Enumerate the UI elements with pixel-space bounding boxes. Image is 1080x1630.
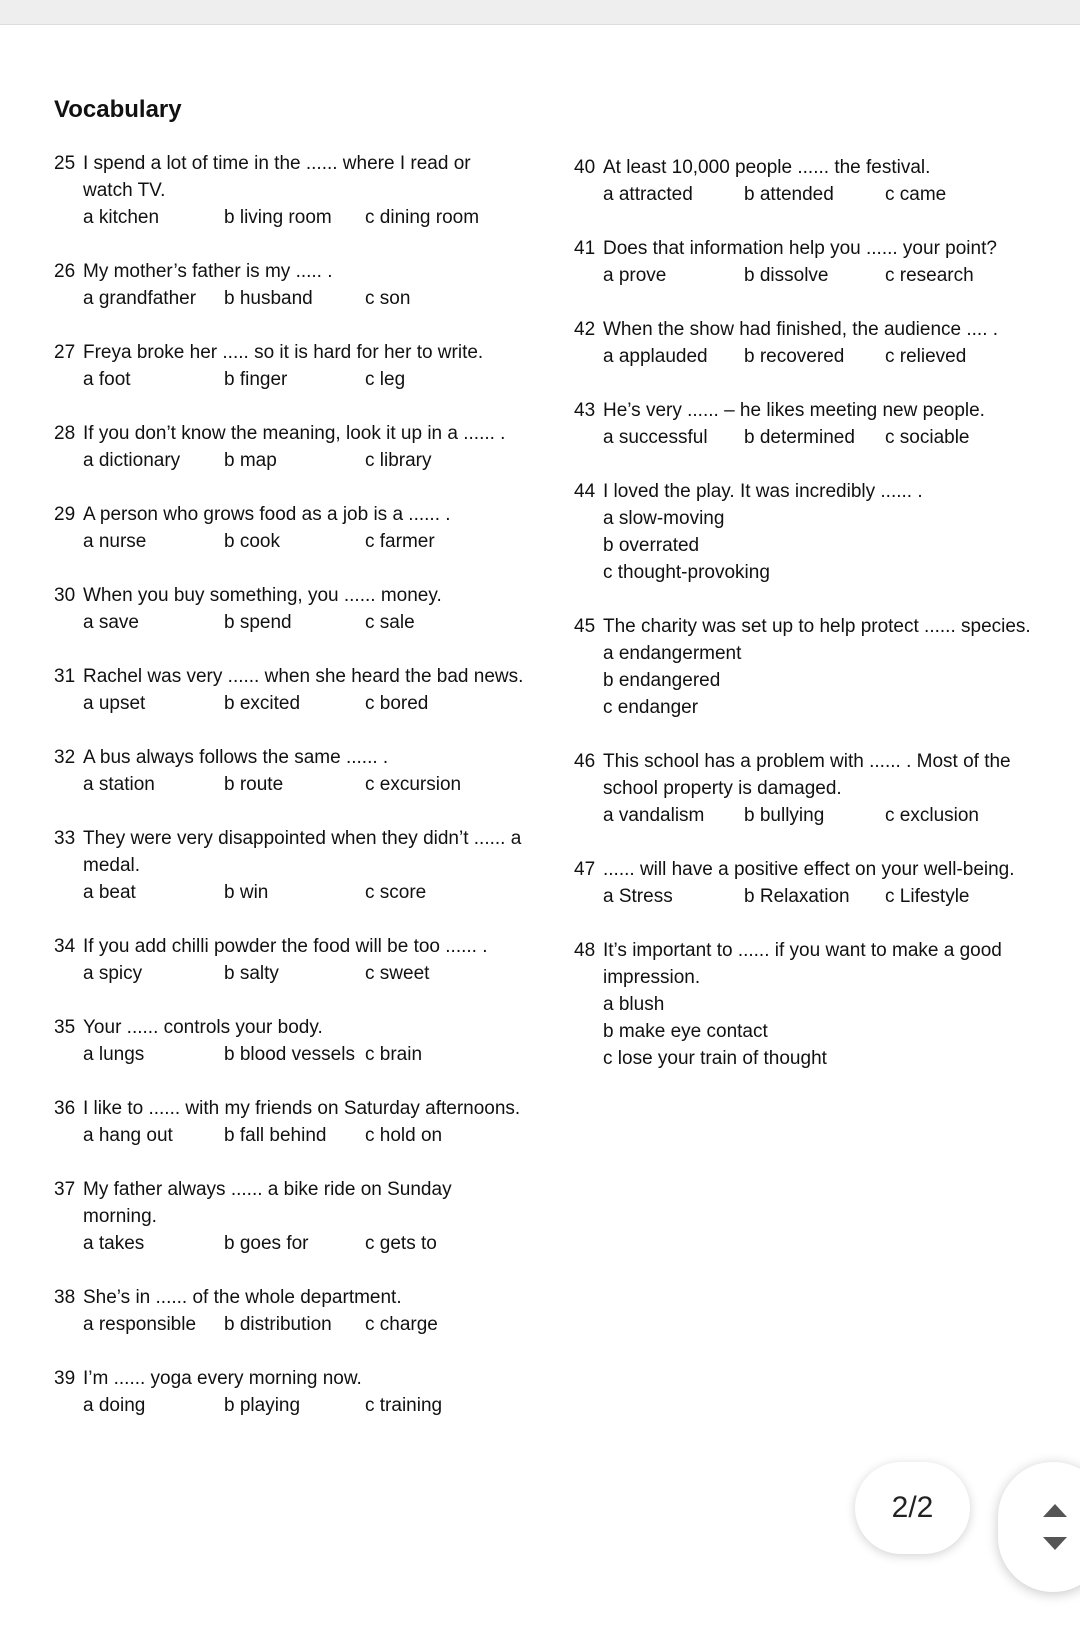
question [574, 397, 1034, 451]
option-b: b playing [224, 1395, 301, 1416]
option-b: b bullying [744, 805, 825, 826]
question-number: 45 [574, 616, 596, 637]
question-number: 26 [54, 261, 76, 282]
question-number: 38 [54, 1287, 76, 1308]
question-text: Your ...... controls your body. [83, 1017, 323, 1038]
option-a: a takes [83, 1233, 145, 1254]
option-a: a endangerment [603, 643, 742, 664]
option-a: a prove [603, 265, 667, 286]
option-c: c excursion [365, 774, 462, 795]
right-column [574, 154, 1034, 1072]
option-b: b determined [744, 427, 855, 448]
question-text: They were very disappointed when they didn’t ...... a medal. [83, 828, 522, 876]
question-text: Freya broke her ..... so it is hard for her to write. [83, 342, 484, 363]
option-b: b recovered [744, 346, 845, 367]
left-column [54, 150, 524, 1419]
option-a: a save [83, 612, 139, 633]
option-b: b Relaxation [744, 886, 850, 907]
question-text: My mother’s father is my ..... . [83, 261, 333, 282]
option-a: a dictionary [83, 450, 181, 471]
question-number: 37 [54, 1179, 76, 1200]
option-b: b distribution [224, 1314, 332, 1335]
question-text: She’s in ...... of the whole department. [83, 1287, 402, 1308]
question [574, 856, 1034, 910]
question-number: 33 [54, 828, 76, 849]
question-text: A person who grows food as a job is a ...... . [83, 504, 451, 525]
option-c: c endanger [603, 697, 699, 718]
option-c: c library [365, 450, 432, 471]
question [574, 937, 1034, 1072]
question-text: It’s important to ...... if you want to make a good impression. [603, 940, 1002, 988]
question [54, 1176, 524, 1257]
page-title: Vocabulary [54, 96, 182, 123]
question-number: 25 [54, 153, 76, 174]
question [54, 339, 524, 393]
question-number: 28 [54, 423, 76, 444]
option-c: c relieved [885, 346, 967, 367]
question-number: 27 [54, 342, 76, 363]
question [574, 316, 1034, 370]
question-text: Rachel was very ...... when she heard the bad news. [83, 666, 524, 687]
option-c: c bored [365, 693, 429, 714]
option-a: a kitchen [83, 207, 160, 228]
option-c: c sociable [885, 427, 970, 448]
option-a: a successful [603, 427, 708, 448]
question-number: 36 [54, 1098, 76, 1119]
scroll-up-icon[interactable] [1043, 1504, 1067, 1517]
question-number: 32 [54, 747, 76, 768]
page-indicator: 2/2 [855, 1462, 970, 1554]
question [574, 613, 1034, 721]
option-b: b endangered [603, 670, 721, 691]
question [574, 478, 1034, 586]
question-text: I like to ...... with my friends on Saturday afternoons. [83, 1098, 521, 1119]
question-number: 35 [54, 1017, 76, 1038]
question [54, 582, 524, 636]
option-a: a nurse [83, 531, 147, 552]
option-b: b win [224, 882, 269, 903]
option-b: b cook [224, 531, 280, 552]
option-a: a lungs [83, 1044, 145, 1065]
option-a: a upset [83, 693, 146, 714]
question-number: 30 [54, 585, 76, 606]
option-c: c hold on [365, 1125, 443, 1146]
top-toolbar [0, 0, 1080, 25]
question-number: 48 [574, 940, 596, 961]
question-text: I spend a lot of time in the ...... where I read or watch TV. [83, 153, 471, 201]
question [54, 1284, 524, 1338]
question [54, 150, 524, 231]
question-number: 41 [574, 238, 596, 259]
question-number: 29 [54, 504, 76, 525]
question [54, 663, 524, 717]
option-b: b goes for [224, 1233, 309, 1254]
scroll-control[interactable] [998, 1462, 1080, 1592]
scroll-down-icon[interactable] [1043, 1537, 1067, 1550]
option-b: b map [224, 450, 277, 471]
question-number: 42 [574, 319, 596, 340]
question [574, 235, 1034, 289]
option-a: a station [83, 774, 155, 795]
option-b: b blood vessels [224, 1044, 355, 1065]
option-a: a attracted [603, 184, 693, 205]
option-b: b dissolve [744, 265, 829, 286]
question-number: 43 [574, 400, 596, 421]
question [54, 501, 524, 555]
option-c: c son [365, 288, 411, 309]
option-a: a foot [83, 369, 131, 390]
option-b: b make eye contact [603, 1021, 768, 1042]
question-text: If you add chilli powder the food will be too ...... . [83, 936, 488, 957]
option-c: c gets to [365, 1233, 437, 1254]
question [574, 154, 1034, 208]
option-c: c training [365, 1395, 443, 1416]
question [54, 744, 524, 798]
question-number: 44 [574, 481, 596, 502]
option-c: c farmer [365, 531, 435, 552]
option-a: a applauded [603, 346, 708, 367]
option-b: b excited [224, 693, 301, 714]
option-c: c exclusion [885, 805, 979, 826]
option-a: a responsible [83, 1314, 197, 1335]
option-a: a grandfather [83, 288, 197, 309]
question [54, 1365, 524, 1419]
question-text: My father always ...... a bike ride on Sunday morning. [83, 1179, 452, 1227]
question-text: I’m ...... yoga every morning now. [83, 1368, 362, 1389]
option-c: c leg [365, 369, 406, 390]
option-a: a slow-moving [603, 508, 725, 529]
question [54, 1014, 524, 1068]
option-c: c came [885, 184, 947, 205]
question [574, 748, 1034, 829]
question-number: 39 [54, 1368, 76, 1389]
question [54, 1095, 524, 1149]
option-a: a blush [603, 994, 665, 1015]
option-c: c lose your train of thought [603, 1048, 827, 1069]
question-text: A bus always follows the same ...... . [83, 747, 389, 768]
option-a: a spicy [83, 963, 143, 984]
option-b: b salty [224, 963, 279, 984]
option-c: c score [365, 882, 427, 903]
question-number: 34 [54, 936, 76, 957]
question-text: When the show had finished, the audience .... . [603, 319, 999, 340]
question-text: The charity was set up to help protect ...... species. [603, 616, 1031, 637]
option-c: c research [885, 265, 974, 286]
question-text: At least 10,000 people ...... the festival. [603, 157, 931, 178]
option-a: a beat [83, 882, 136, 903]
question [54, 420, 524, 474]
option-c: c sweet [365, 963, 430, 984]
question-number: 46 [574, 751, 596, 772]
question-text: ...... will have a positive effect on your well-being. [603, 859, 1015, 880]
question-text: This school has a problem with ...... . Most of the school property is damaged. [603, 751, 1011, 799]
option-c: c Lifestyle [885, 886, 970, 907]
question [54, 933, 524, 987]
option-b: b living room [224, 207, 332, 228]
question-text: If you don’t know the meaning, look it up in a ...... . [83, 423, 506, 444]
option-b: b route [224, 774, 284, 795]
question-text: Does that information help you ...... your point? [603, 238, 997, 259]
question [54, 825, 524, 906]
option-a: a doing [83, 1395, 146, 1416]
option-b: b spend [224, 612, 292, 633]
question-number: 40 [574, 157, 596, 178]
option-a: a hang out [83, 1125, 173, 1146]
question [54, 258, 524, 312]
question-text: He’s very ...... – he likes meeting new people. [603, 400, 985, 421]
question-text: I loved the play. It was incredibly ...... . [603, 481, 923, 502]
option-c: c dining room [365, 207, 480, 228]
option-a: a Stress [603, 886, 673, 907]
option-c: c sale [365, 612, 415, 633]
option-c: c thought-provoking [603, 562, 770, 583]
option-b: b fall behind [224, 1125, 327, 1146]
question-number: 31 [54, 666, 76, 687]
option-a: a vandalism [603, 805, 705, 826]
option-c: c charge [365, 1314, 438, 1335]
option-b: b finger [224, 369, 288, 390]
question-text: When you buy something, you ...... money. [83, 585, 442, 606]
option-b: b husband [224, 288, 313, 309]
option-c: c brain [365, 1044, 423, 1065]
question-number: 47 [574, 859, 596, 880]
option-b: b overrated [603, 535, 700, 556]
option-b: b attended [744, 184, 834, 205]
